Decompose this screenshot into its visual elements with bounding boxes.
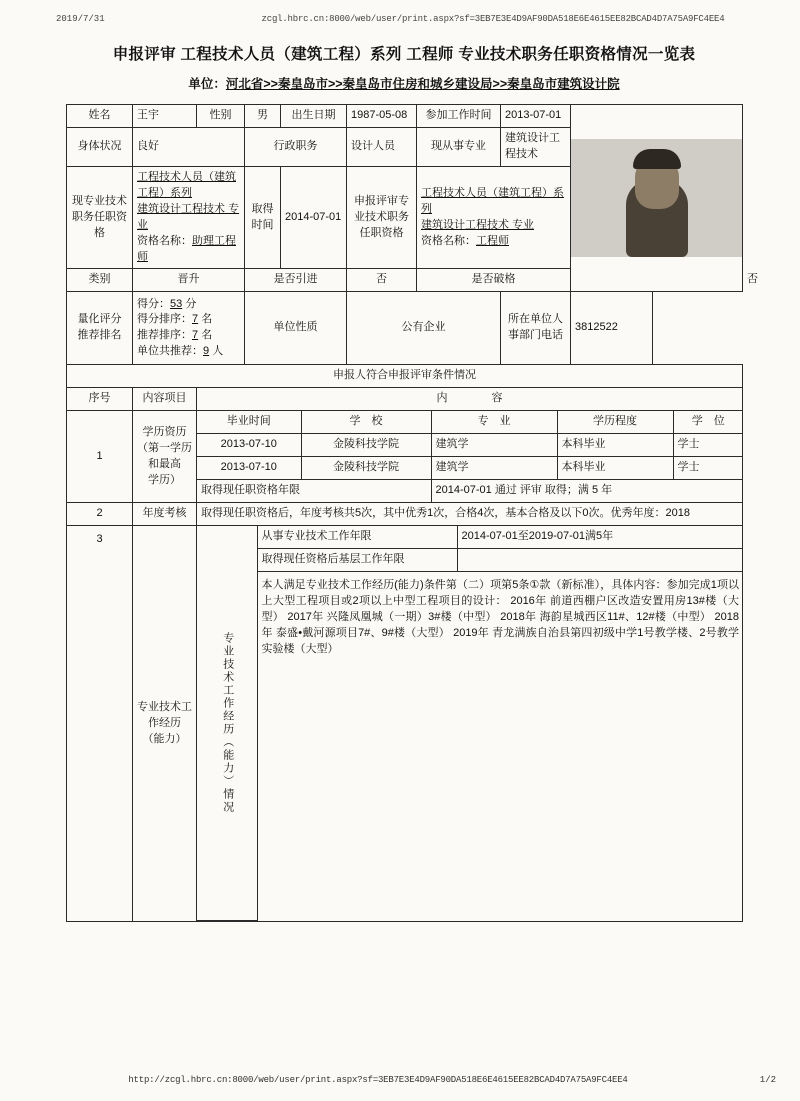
exp-base-years-label: 取得现任资格后基层工作年限 [257,548,457,571]
edu-item-line3: 学历） [148,473,181,486]
exp-base-years-value [457,548,743,571]
introduce-label: 是否引进 [245,269,347,292]
edu-grad-time: 2013-07-10 [197,457,301,480]
page-number: 1/2 [759,1075,776,1085]
edu-degree: 学士 [673,434,743,457]
recommend-line [137,328,240,344]
admin-post-label: 行政职务 [245,127,347,166]
edu-grad-time: 2013-07-10 [197,434,301,457]
score-detail [133,292,245,365]
gender-label: 性别 [197,105,245,128]
edu-years-row [197,480,743,502]
print-date: 2019/7/31 [56,14,105,24]
exp-item [133,525,197,921]
edu-col-level: 学历程度 [557,411,673,433]
special-label: 是否破格 [417,269,571,292]
table-row [67,411,743,503]
exp-subtable-cell [197,525,743,921]
current-series: 工程技术人员（建筑工程）系列 [137,170,236,199]
work-start-value: 2013-07-01 [501,105,571,128]
annual-content: 取得现任职资格后，年度考核共5次，其中优秀1次，合格4次，基本合格及以下0次。优秀年度：2018 [197,503,743,526]
category-value: 晋升 [133,269,245,292]
apply-qualification-label: 申报评审专业技术职务任职资格 [347,166,417,269]
avatar-hair [633,149,681,169]
introduce-value: 否 [347,269,417,292]
apply-major-text: 建筑设计工程技术 专业 [421,218,535,231]
current-name-label: 资格名称： [137,234,192,247]
table-row [67,388,743,411]
score-label [67,292,133,365]
page-title: 申报评审 工程技术人员（建筑工程）系列 工程师 专业技术职务任职资格情况一览表 [112,46,696,63]
rank-line [137,312,240,328]
exp-base-years-row [197,548,743,571]
score-line [137,297,240,313]
edu-level: 本科毕业 [557,434,673,457]
unit-nature-value: 公有企业 [347,292,501,365]
apply-name-label: 资格名称： [421,234,476,247]
current-name-value: 助理工程师 [137,234,236,263]
exp-work-years-row [197,526,743,548]
table-row [67,525,743,921]
edu-col-school: 学 校 [301,411,431,433]
exp-item-line1: 专业技术工作经历 [137,700,192,729]
exp-work-years-value: 2014-07-01至2019-07-01满5年 [457,526,743,548]
edu-item [133,411,197,503]
rank-text-value: 7 [192,313,199,326]
edu-major: 建筑学 [431,434,557,457]
score-text-value: 53 [170,297,183,310]
table-row [67,292,743,365]
birth-label: 出生日期 [281,105,347,128]
admin-post-value: 设计人员 [347,127,417,166]
score-text-unit: 分 [185,297,197,310]
edu-col-degree: 学 位 [673,411,743,433]
recommend-text-label: 推荐排序： [137,329,192,342]
annual-item: 年度考核 [133,503,197,526]
condition-header: 申报人符合申报评审条件情况 [67,365,743,388]
exp-detail: 本人满足专业技术工作经历(能力)条件第（二）项第5条①款（新标准），具体内容：参加完成1项以上大型工程项目或2项以上中型工程项目的设计： 2016年 前道西棚户区改造安置用房13#楼（大型） 2017年 兴隆凤凰城（一期）3#楼（中型） 2018年 海韵星城西区11#、12#楼（中型） 2018年 泰盛•戴河源项目7#、9#楼（大型） 2019年 青龙满族自治县第四初级中学1号教学楼、2号教学实验楼（大型） [257,571,743,921]
print-header [0,14,800,24]
form-body [66,42,758,922]
edu-subtable-cell [197,411,743,503]
edu-years-label: 取得现任职资格年限 [197,480,431,502]
total-text-value: 9 [203,345,210,358]
col-no: 序号 [67,388,133,411]
recommend-text-unit: 名 [201,329,213,342]
name-label: 姓名 [67,105,133,128]
unit-subtitle [66,74,742,92]
print-footer [0,1075,800,1085]
total-text-unit: 人 [212,345,224,358]
apply-qualification-detail [417,166,571,269]
edu-col-grad-time: 毕业时间 [197,411,301,433]
edu-school: 金陵科技学院 [301,434,431,457]
obtain-time-value: 2014-07-01 [281,166,347,269]
apply-name-value: 工程师 [476,234,509,247]
col-content: 内 容 [197,388,743,411]
exp-table [197,526,743,921]
rank-text-label: 得分排序： [137,313,192,326]
edu-table [197,411,743,502]
current-qualification-label: 现专业技术职务任职资格 [67,166,133,269]
exp-detail-row [197,571,743,921]
photo-cell [571,105,743,292]
main-table [66,104,758,922]
rank-text-unit: 名 [201,313,213,326]
exp-no: 3 [67,525,133,921]
edu-degree: 学士 [673,457,743,480]
exp-item-line2: （能力） [142,732,187,745]
edu-header-row [197,411,743,433]
table-row: 类别 晋升 是否引进 否 是否破格 否 [67,269,743,292]
unit-label: 单位： [188,77,226,91]
category-label: 类别 [67,269,133,292]
exp-work-years-label: 从事专业技术工作年限 [257,526,457,548]
obtain-time-label: 取得时间 [245,166,281,269]
apply-qualification-name [421,234,566,250]
total-text-label: 单位共推荐： [137,345,203,358]
edu-major: 建筑学 [431,457,557,480]
edu-item-line1: 学历资历 [142,425,187,438]
edu-col-major: 专 业 [431,411,557,433]
edu-school: 金陵科技学院 [301,457,431,480]
unit-nature-label: 单位性质 [245,292,347,365]
edu-item-line2: （第一学历和最高 [137,441,192,470]
edu-level: 本科毕业 [557,457,673,480]
current-major-label: 现从事专业 [417,127,501,166]
current-major-text: 建筑设计工程技术 专业 [137,202,240,231]
apply-major-spec [421,218,566,234]
table-row [67,365,743,388]
unit-path: 河北省>>秦皇岛市>>秦皇岛市住房和城乡建设局>>秦皇岛市建筑设计院 [225,77,620,91]
table-row [67,105,743,128]
score-label-line2: 推荐排名 [77,329,122,342]
birth-value: 1987-05-08 [347,105,417,128]
edu-row [197,457,743,480]
health-value: 良好 [133,127,245,166]
health-label: 身体状况 [67,127,133,166]
edu-years-value: 2014-07-01 通过 评审 取得；满 5 年 [431,480,743,502]
score-label-line1: 量化评分 [77,313,122,326]
current-major-value: 建筑设计工程技术 [501,127,571,166]
print-url: zcgl.hbrc.cn:8000/web/user/print.aspx?sf=3EB7E3E4D9AF90DA518E6E4615EE82BCAD4D7A75A9FC4EE4 [261,14,725,24]
recommend-text-value: 7 [192,329,199,342]
annual-no: 2 [67,503,133,526]
current-qualification-detail [133,166,245,269]
name-value: 王宇 [133,105,197,128]
score-text-label: 得分： [137,297,170,310]
edu-no: 1 [67,411,133,503]
footer-url: http://zcgl.hbrc.cn:8000/web/user/print.aspx?sf=3EB7E3E4D9AF90DA518E6E4615EE82BCAD4D7A75A9FC4EE4 [128,1075,628,1085]
phone-label: 所在单位人事部门电话 [501,292,571,365]
avatar [571,139,742,257]
exp-sub-label-cell [197,526,257,921]
total-line [137,344,240,360]
phone-value: 3812522 [571,292,653,365]
col-item: 内容项目 [133,388,197,411]
current-qualification-name [137,234,240,266]
current-major-spec [137,202,240,234]
apply-series: 工程技术人员（建筑工程）系列 [421,186,564,215]
table-row [67,503,743,526]
gender-value: 男 [245,105,281,128]
edu-row [197,434,743,457]
exp-sub-label: 专业技术工作经历（能力）情况 [221,632,234,815]
work-start-label: 参加工作时间 [417,105,501,128]
